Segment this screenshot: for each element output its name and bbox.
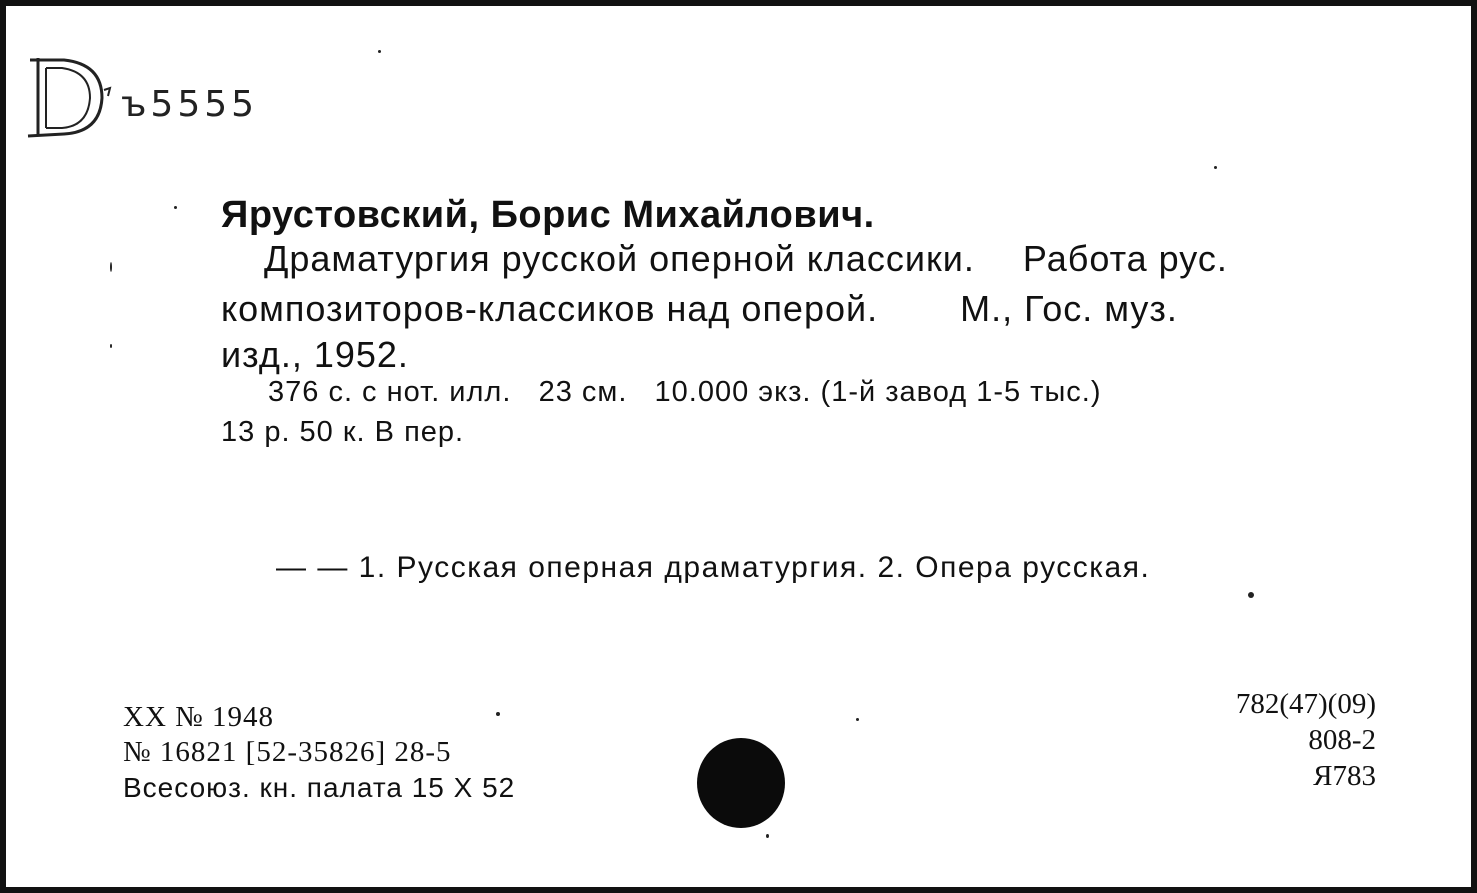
- footer-series-number: XX № 1948: [123, 701, 275, 733]
- title-line-3: изд., 1952.: [221, 334, 409, 375]
- title-line-1-part-b: Работа рус.: [1022, 238, 1228, 279]
- title-line-2-part-a: композиторов-классиков над оперой.: [221, 288, 879, 329]
- inventory-number: ъ5555: [121, 84, 259, 125]
- author-mark: Я783: [1313, 760, 1376, 792]
- title-line-1: [264, 238, 1228, 280]
- bbk-classification: 808-2: [1308, 724, 1376, 756]
- ink-speck: [110, 344, 112, 348]
- physical-description-line-2: 13 р. 50 к. В пер.: [221, 416, 465, 448]
- title-line-1-part-a: Драматургия русской оперной классики.: [264, 238, 975, 279]
- author-heading: Ярустовский, Борис Михайлович.: [221, 194, 875, 236]
- punch-hole: [697, 738, 785, 828]
- footer-chamber-imprint: Всесоюз. кн. палата 15 X 52: [123, 772, 516, 803]
- ink-speck: [174, 206, 177, 209]
- ink-speck: [110, 262, 112, 272]
- footer-registration-number: № 16821 [52-35826] 28-5: [123, 736, 452, 768]
- library-stamp-logo: [24, 46, 119, 151]
- ink-speck: [496, 712, 500, 716]
- ink-speck: [1248, 592, 1254, 598]
- subject-headings: — — 1. Русская оперная драматургия. 2. Опера русская.: [276, 551, 1151, 584]
- physical-description-line-1: 376 с. с нот. илл. 23 см. 10.000 экз. (1-й завод 1-5 тыс.): [268, 376, 1102, 408]
- title-line-2: [221, 288, 1178, 330]
- ink-speck: [1214, 166, 1217, 169]
- title-line-2-part-b: М., Гос. муз.: [960, 288, 1178, 329]
- ink-speck: [856, 718, 859, 721]
- ink-speck: [378, 50, 381, 53]
- udc-classification: 782(47)(09): [1235, 688, 1376, 720]
- ink-speck: [766, 834, 769, 838]
